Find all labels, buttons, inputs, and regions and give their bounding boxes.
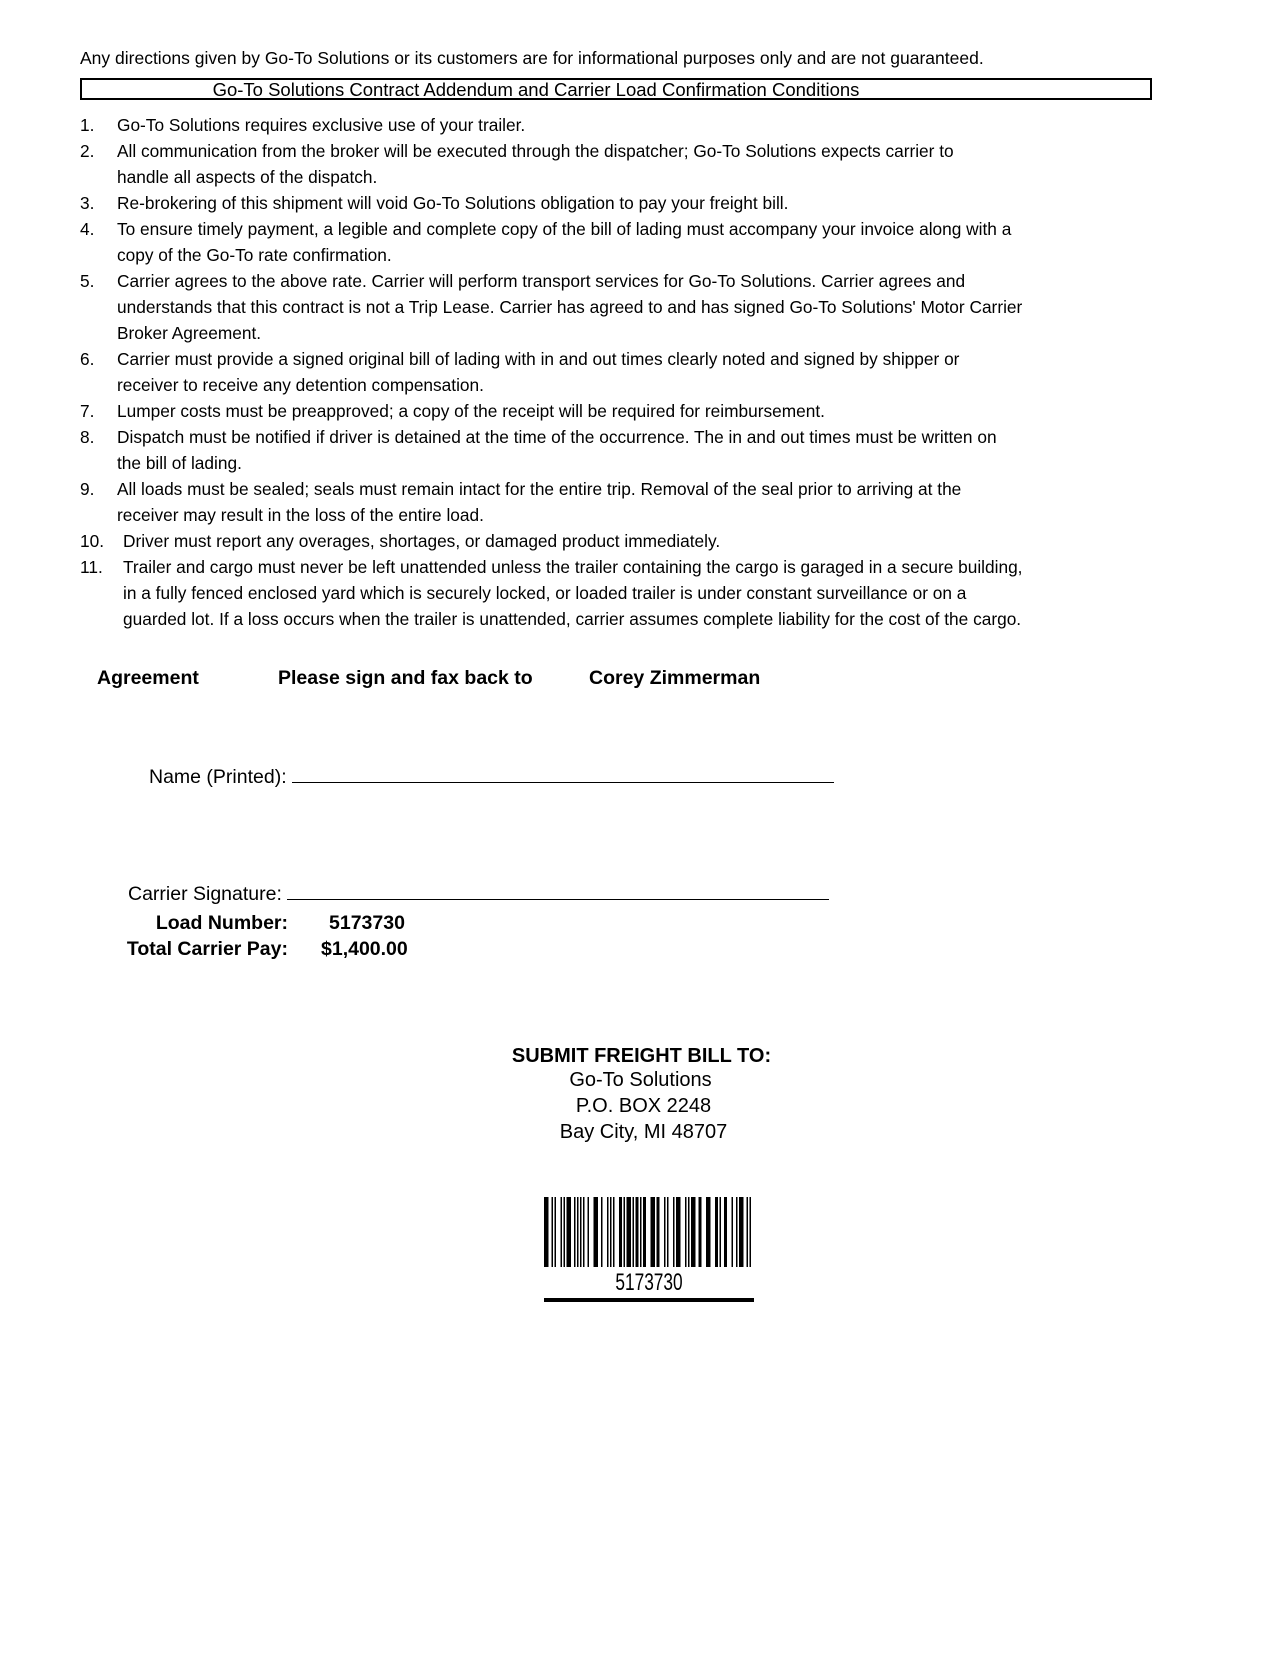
barcode-bar xyxy=(688,1197,690,1267)
barcode-bar xyxy=(750,1197,752,1267)
barcode-bar xyxy=(619,1197,622,1267)
barcode-bar xyxy=(685,1197,687,1267)
barcode-bar xyxy=(552,1197,554,1267)
name-printed-label: Name (Printed): xyxy=(149,766,287,788)
document-title-box xyxy=(80,78,1152,100)
condition-item xyxy=(80,138,1023,190)
barcode-bar xyxy=(636,1197,639,1267)
conditions-list xyxy=(80,112,1023,632)
condition-text: All loads must be sealed; seals must remain intact for the entire trip. Removal of the seal prior to arriving at the receiver may result in the loss of the entire load. xyxy=(117,479,962,525)
condition-number: 5. xyxy=(80,271,95,291)
barcode xyxy=(544,1197,754,1296)
name-printed-field[interactable] xyxy=(292,764,834,783)
condition-item xyxy=(80,554,1023,632)
condition-number: 6. xyxy=(80,349,95,369)
barcode-bar xyxy=(583,1197,585,1267)
barcode-bar xyxy=(555,1197,557,1267)
barcode-bar xyxy=(574,1197,576,1267)
condition-number: 9. xyxy=(80,479,95,499)
condition-number: 4. xyxy=(80,219,95,239)
document-title: Go-To Solutions Contract Addendum and Carrier Load Confirmation Conditions xyxy=(212,79,860,100)
condition-item xyxy=(80,190,1023,216)
total-carrier-pay-label: Total Carrier Pay: xyxy=(126,938,288,960)
condition-item xyxy=(80,346,1023,398)
barcode-bar xyxy=(739,1197,744,1267)
barcode-bar xyxy=(577,1197,579,1267)
condition-text: Carrier must provide a signed original bill of lading with in and out times clearly noted and signed by shipper or receiver to receive any detention compensation. xyxy=(117,349,960,395)
barcode-bar xyxy=(667,1197,669,1267)
barcode-bar xyxy=(673,1197,675,1267)
barcode-bar xyxy=(736,1197,738,1267)
barcode-bar xyxy=(651,1197,656,1267)
barcode-bar xyxy=(640,1197,642,1267)
barcode-bar xyxy=(747,1197,749,1267)
condition-item xyxy=(80,268,1023,346)
agreement-label: Agreement xyxy=(97,667,199,689)
barcode-bar xyxy=(664,1197,666,1267)
condition-text: Go-To Solutions requires exclusive use of your trailer. xyxy=(117,115,526,135)
barcode-bar xyxy=(720,1197,722,1267)
condition-text: Carrier agrees to the above rate. Carrier will perform transport services for Go-To Solutions. Carrier agrees and understands that this contract is not a Trip Lease. Carrier has agreed to and has signed Go-To Solutions' Motor Carrier Broker Agreement. xyxy=(117,271,1023,343)
disclaimer: Any directions given by Go-To Solutions or its customers are for informational purposes only and are not guaranteed. xyxy=(80,48,984,68)
barcode-underline xyxy=(544,1298,754,1302)
barcode-bar xyxy=(561,1197,563,1267)
barcode-bar xyxy=(715,1197,718,1267)
condition-text: Driver must report any overages, shortages, or damaged product immediately. xyxy=(123,531,721,551)
carrier-signature-label: Carrier Signature: xyxy=(128,883,282,905)
barcode-bar xyxy=(691,1197,696,1267)
carrier-signature-field[interactable] xyxy=(287,881,829,900)
barcode-bar xyxy=(706,1197,711,1267)
condition-number: 8. xyxy=(80,427,95,447)
name-printed-row xyxy=(149,764,834,789)
condition-text: Dispatch must be notified if driver is detained at the time of the occurrence. The in and out times must be written on the bill of lading. xyxy=(117,427,997,473)
barcode-bars xyxy=(544,1197,754,1267)
agreement-instruction: Please sign and fax back to xyxy=(278,667,533,689)
barcode-bar xyxy=(567,1197,572,1267)
barcode-bar xyxy=(580,1197,582,1267)
condition-item xyxy=(80,398,1023,424)
barcode-bar xyxy=(613,1197,615,1267)
condition-number: 2. xyxy=(80,141,95,161)
condition-item xyxy=(80,216,1023,268)
condition-item xyxy=(80,112,1023,138)
load-number-value: 5173730 xyxy=(329,912,405,934)
condition-number: 7. xyxy=(80,401,95,421)
condition-text: To ensure timely payment, a legible and complete copy of the bill of lading must accompany your invoice along with a copy of the Go-To rate confirmation. xyxy=(117,219,1012,265)
condition-number: 11. xyxy=(80,557,103,577)
submit-city: Bay City, MI 48707 xyxy=(559,1121,728,1143)
barcode-bar xyxy=(624,1197,626,1267)
condition-item xyxy=(80,528,1023,554)
barcode-bar xyxy=(544,1197,549,1267)
barcode-bar xyxy=(643,1197,646,1267)
submit-company: Go-To Solutions xyxy=(569,1069,712,1091)
submit-heading: SUBMIT FREIGHT BILL TO: xyxy=(511,1045,772,1067)
carrier-signature-row xyxy=(128,881,829,906)
agreement-contact: Corey Zimmerman xyxy=(589,667,761,689)
condition-text: Re-brokering of this shipment will void Go-To Solutions obligation to pay your freight bill. xyxy=(117,193,789,213)
condition-item xyxy=(80,476,1023,528)
barcode-bar xyxy=(699,1197,702,1267)
condition-text: Lumper costs must be preapproved; a copy of the receipt will be required for reimbursement. xyxy=(117,401,825,421)
barcode-bar xyxy=(610,1197,612,1267)
condition-number: 10. xyxy=(80,531,105,551)
barcode-bar xyxy=(607,1197,609,1267)
barcode-bar xyxy=(633,1197,635,1267)
condition-text: Trailer and cargo must never be left unattended unless the trailer containing the cargo is garaged in a secure building, in a fully fenced enclosed yard which is securely locked, or loaded trailer is under constant surveillance or on a guarded lot. If a loss occurs when the trailer is unattended, carrier assumes complete liability for the cost of the cargo. xyxy=(123,557,1023,629)
barcode-bar xyxy=(594,1197,599,1267)
barcode-bar xyxy=(724,1197,727,1267)
barcode-bar xyxy=(627,1197,632,1267)
barcode-bar xyxy=(676,1197,681,1267)
condition-number: 1. xyxy=(80,115,95,135)
condition-text: All communication from the broker will be executed through the dispatcher; Go-To Solutions expects carrier to handle all aspects of the dispatch. xyxy=(117,141,954,187)
barcode-number: 5173730 xyxy=(615,1269,683,1296)
total-carrier-pay-value: $1,400.00 xyxy=(321,938,408,960)
barcode-bar xyxy=(601,1197,603,1267)
barcode-bar xyxy=(564,1197,566,1267)
barcode-bar xyxy=(732,1197,734,1267)
submit-address: P.O. BOX 2248 xyxy=(575,1095,712,1117)
condition-number: 3. xyxy=(80,193,95,213)
barcode-bar xyxy=(657,1197,660,1267)
load-number-label: Load Number: xyxy=(155,912,288,934)
barcode-bar xyxy=(588,1197,590,1267)
condition-item xyxy=(80,424,1023,476)
